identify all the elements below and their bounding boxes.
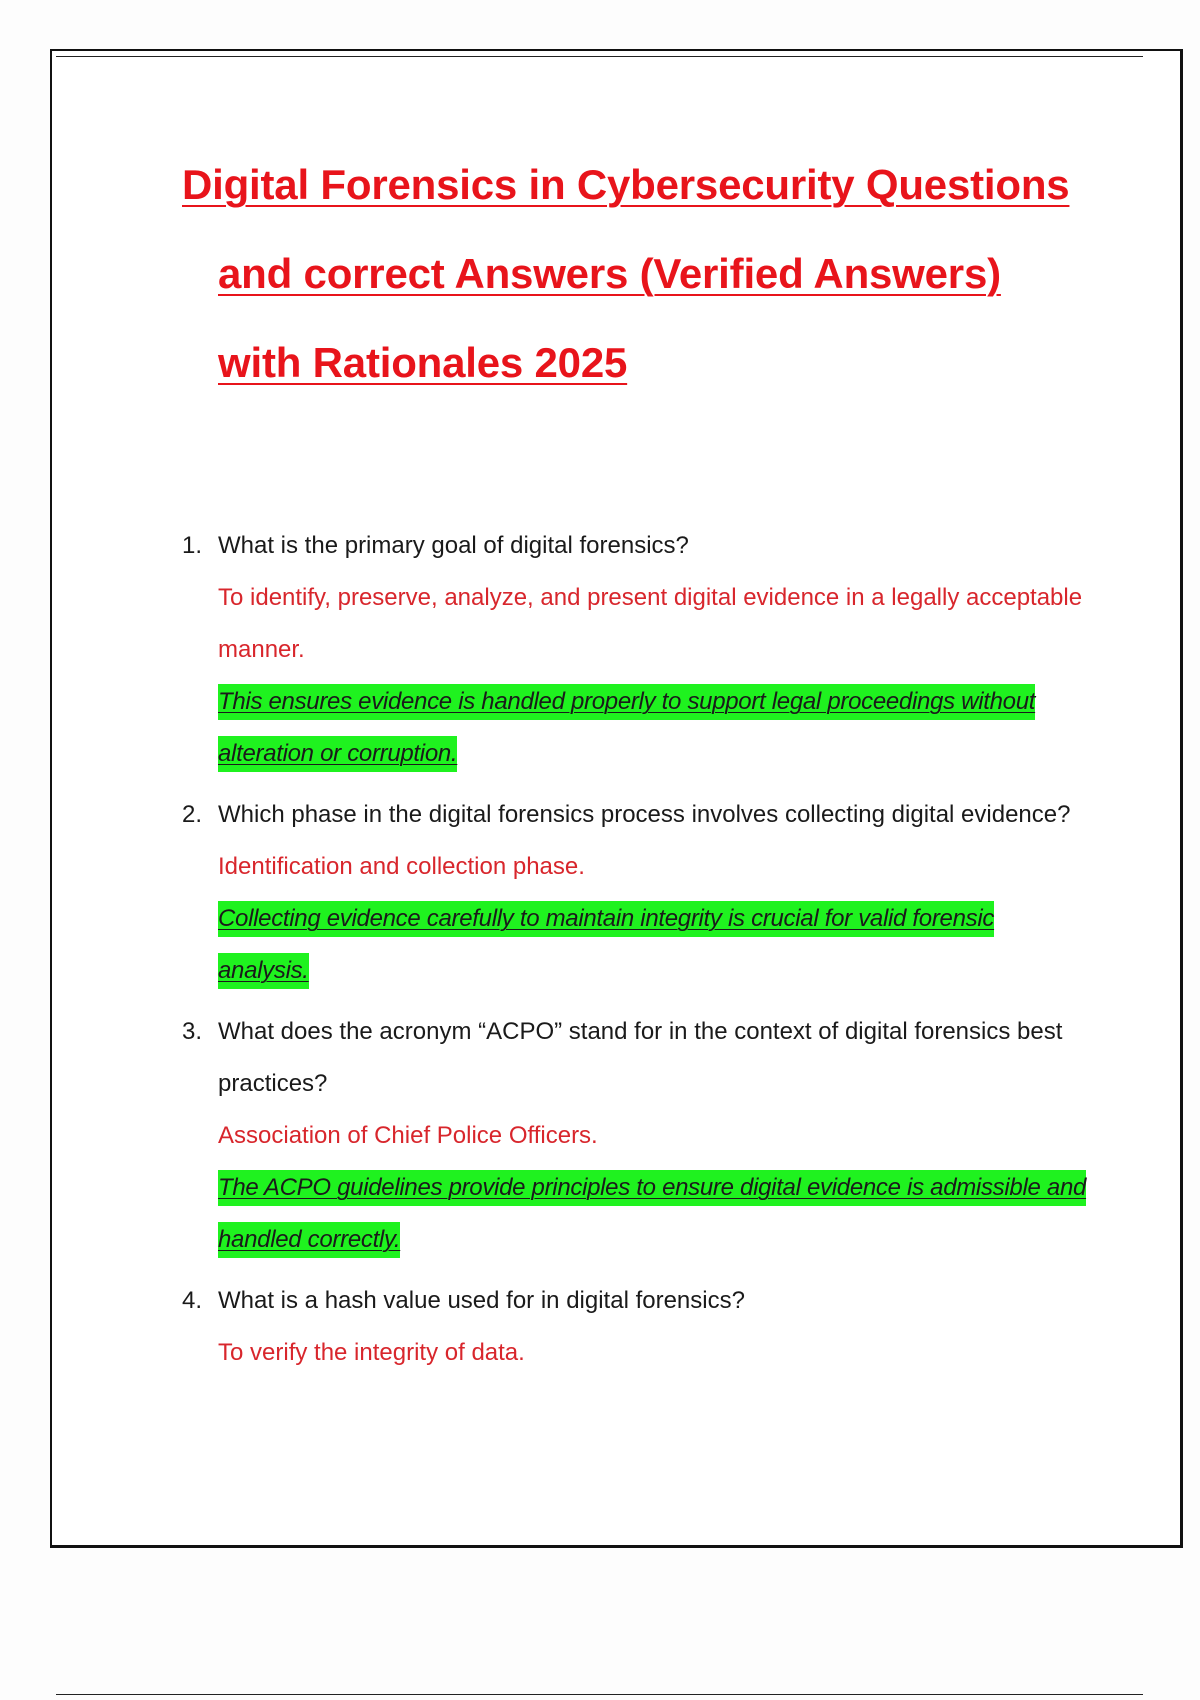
bottom-rule [56, 1694, 1143, 1695]
rationale-highlight: This ensures evidence is handled properly to support legal proceedings without alteration or corruption. [218, 684, 1035, 772]
question-list [170, 520, 1090, 1388]
title-line-1: Digital Forensics in Cybersecurity Questions [182, 161, 1070, 208]
rationale-highlight: The ACPO guidelines provide principles to ensure digital evidence is admissible and handled correctly. [218, 1170, 1086, 1258]
question-number: 2. [182, 801, 203, 828]
question-text: What is the primary goal of digital forensics? [218, 532, 689, 559]
answer-text: Association of Chief Police Officers. [218, 1122, 598, 1149]
document-title [182, 140, 1082, 407]
answer-text: Identification and collection phase. [218, 853, 585, 880]
question-item-1 [170, 520, 1090, 780]
question-item-2 [170, 789, 1090, 997]
answer-text: To identify, preserve, analyze, and present digital evidence in a legally acceptable manner. [218, 584, 1083, 663]
question-number: 4. [182, 1287, 203, 1314]
title-line-2: and correct Answers (Verified Answers) [218, 250, 1001, 297]
question-text: What does the acronym “ACPO” stand for in the context of digital forensics best practices? [218, 1018, 1063, 1097]
top-rule [56, 56, 1143, 57]
rationale-text [218, 893, 1090, 997]
rationale-text [218, 676, 1090, 780]
question-item-4 [170, 1275, 1090, 1379]
title-line-3: with Rationales 2025 [218, 339, 628, 386]
question-text: What is a hash value used for in digital forensics? [218, 1287, 745, 1314]
rationale-text [218, 1162, 1090, 1266]
question-text: Which phase in the digital forensics process involves collecting digital evidence? [218, 801, 1071, 828]
rationale-highlight: Collecting evidence carefully to maintain integrity is crucial for valid forensic analysis. [218, 901, 994, 989]
question-item-3 [170, 1006, 1090, 1266]
question-number: 1. [182, 532, 203, 559]
answer-text: To verify the integrity of data. [218, 1339, 525, 1366]
question-number: 3. [182, 1018, 203, 1045]
